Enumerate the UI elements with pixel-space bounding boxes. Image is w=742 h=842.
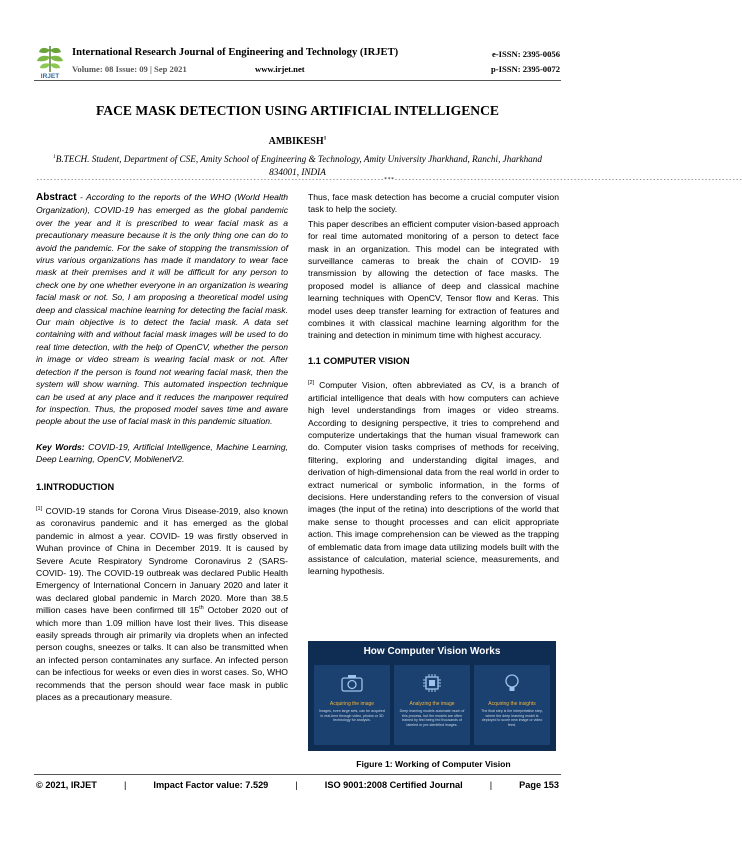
volume-issue: Volume: 08 Issue: 09 | Sep 2021 xyxy=(72,64,187,74)
paragraph-face-mask: Thus, face mask detection has become a crucial computer vision task to help the society. xyxy=(308,192,559,215)
footer-page-number: Page 153 xyxy=(519,780,559,790)
introduction-paragraph xyxy=(36,505,288,704)
ordinal-suffix: th xyxy=(199,605,204,612)
introduction-heading: 1.INTRODUCTION xyxy=(36,481,115,492)
paper-author xyxy=(0,136,595,147)
keywords-text: COVID-19, Artificial Intelligence, Machine Learning, Deep Learning, OpenCV, MobilenetV2. xyxy=(36,441,288,465)
journal-name: International Research Journal of Engineering and Technology (IRJET) xyxy=(72,47,399,58)
panel-label: Acquiring the insights xyxy=(488,701,536,707)
footer-copyright: © 2021, IRJET xyxy=(36,780,97,790)
panel-text: Images, even large sets, can be acquired in real-time through video, photos or 3D technology for analysis. xyxy=(319,709,385,723)
computer-vision-paragraph xyxy=(308,379,559,578)
paragraph-approach: This paper describes an efficient computer vision-based approach for real time automated monitoring of a person to detect face mask in an organization. This model can be integrated with surveillance cameras to break the chain of COVID- 19 transmission by allowing the detection of face masks. The proposed model is alliance of deep and classical machine learning techniques with OpenCV, Tensor flow and Keras. This model uses deep transfer learning for extraction of features and combines it with classical machine learning algorithm for the training and detection in minimum time with highest accuracy. xyxy=(308,218,559,341)
section-divider: -----------------------------------------------------------------------------------------------------***----------------------------------------------------------------------------------------------------- xyxy=(36,177,742,183)
footer-separator: | xyxy=(489,780,493,790)
lightbulb-icon xyxy=(500,673,524,693)
computer-vision-heading: 1.1 COMPUTER VISION xyxy=(308,355,410,366)
logo-text: IRJET xyxy=(40,73,60,80)
right-column-text xyxy=(308,191,559,578)
panel-label: Analyzing the image xyxy=(409,701,455,707)
divider-mark: *** xyxy=(384,177,395,183)
author-affiliation xyxy=(40,153,555,178)
intro-text-part1: COVID-19 stands for Corona Virus Disease-2019, also known as coronavirus pandemic and it has emerged as the global pandemic in almost a year. COVID- 19 was firstly observed in Wuhan province of China in December 2019. It is caused by Severe Acute Respiratory Syndrome Coronavirus 2 (SARS-COVID- 19). The COVID-19 outbreak was declared Public Health Emergency of International Concern in January 2020 and later it was declared global pandemic in March 2020. More than 38.5 million cases have been confirmed till 15 xyxy=(36,505,288,616)
footer-separator: | xyxy=(295,780,298,790)
computer-vision-figure xyxy=(308,641,556,751)
panel-label: Acquiring the image xyxy=(329,701,375,707)
page-footer xyxy=(36,780,559,790)
paper-title: FACE MASK DETECTION USING ARTIFICIAL INTELLIGENCE xyxy=(95,103,499,118)
figure-panel-acquiring-insights xyxy=(474,665,550,745)
header-rule xyxy=(34,80,561,81)
panel-text: Deep learning models automate much of this process, but the models are often trained by first being fed thousands of labeled or pre-identified images. xyxy=(399,709,465,727)
figure-title: How Computer Vision Works xyxy=(363,646,501,657)
p-issn: p-ISSN: 2395-0072 xyxy=(491,64,560,74)
journal-website-link[interactable]: www.irjet.net xyxy=(255,64,305,74)
cv-text: Computer Vision, often abbreviated as CV, is a branch of artificial intelligence that deals with how computers can achieve high level understandings from images or video streams. According to designing perspective, it tries to comprehend and computerize undertakings that the human visual framework can do. Computer vision tasks comprises of methods for receiving, filtering, exploring and understanding digital images, and derivation of high-dimensional data from the real world in order to extract numerical or symbolic information, in the forms of decisions. Here understanding refers to the conversion of visual images (the input of the retina) into descriptions of the world that make sense to thought processes and can elicit appropriate action. This image comprehension can be viewed as the trapping of emblematic data from image data utilizing models built with the assistance of calculation, material science, measurements, and learning hypothesis. xyxy=(308,380,559,577)
abstract-label: Abstract xyxy=(36,192,77,203)
footer-impact-factor: Impact Factor value: 7.529 xyxy=(153,780,269,790)
abstract-section xyxy=(36,191,288,703)
footer-iso: ISO 9001:2008 Certified Journal xyxy=(324,780,463,790)
figure-caption: Figure 1: Working of Computer Vision xyxy=(356,759,511,769)
citation-1: [1] xyxy=(36,506,43,513)
affiliation-superscript: 1 xyxy=(53,153,56,160)
processor-icon xyxy=(420,673,444,693)
intro-text-part2: October 2020 out of which more than 1.09 million have lost their lives. This disease easily spreads through air primarily via droplets when an infected person coughs, sneezes or talks. It can also be transmitted when an infected person contaminates any surface. An infected person can be infectious for weeks or even dies in worst cases. So, WHO recommends that the person should wear face mask in public places as a precautionary measure. xyxy=(36,605,288,703)
affiliation-text: B.TECH. Student, Department of CSE, Amity School of Engineering & Technology, Amity University Jharkhand, Ranchi, Jharkhand 834001, INDIA xyxy=(55,154,542,177)
citation-2: [2] xyxy=(308,380,315,387)
footer-separator: | xyxy=(123,780,127,790)
panel-text: The final step is the interpretative step, where the deep learning model is deployed to score new image or video feed. xyxy=(481,709,543,727)
camera-icon xyxy=(340,673,364,693)
irjet-logo xyxy=(34,42,66,82)
author-superscript: 1 xyxy=(323,135,327,142)
abstract-text: - According to the reports of the WHO (World Health Organization), COVID-19 has emerged as the global pandemic over the year and it is prescribed to wear facial mask as a precautionary measure because it is the only thing one can do to avoid the pandemic. For the sake of stopping the transmission of virus various organizations has made it mandatory to wear face mask at their premises and it will be difficult for any person to check one by one whether everyone in an organization is wearing facial mask or not. So, I am proposing a theoretical model using deep and classical machine learning for detecting the facial mask. Our main objective is to detect the facial mask. A data set containing with and without facial mask images will be used to do real time detection, with the help of OpenCV, whether the person in image or video stream is wearing facial mask or not. After detection if the person is found not wearing facial mask, then the system will show warning. This automated inspection technique can be used at any place and it reduces the manpower required for inspection. Thus, the proposed model saves time and aware people about the use of facial mask in this pandemic situation. xyxy=(36,192,288,427)
footer-rule xyxy=(34,774,561,775)
e-issn: e-ISSN: 2395-0056 xyxy=(491,49,560,59)
author-name: AMBIKESH xyxy=(268,136,324,147)
keywords-label: Key Words: xyxy=(36,441,85,452)
figure-panel-analyzing-image xyxy=(394,665,470,745)
figure-panel-acquiring-image xyxy=(314,665,390,745)
